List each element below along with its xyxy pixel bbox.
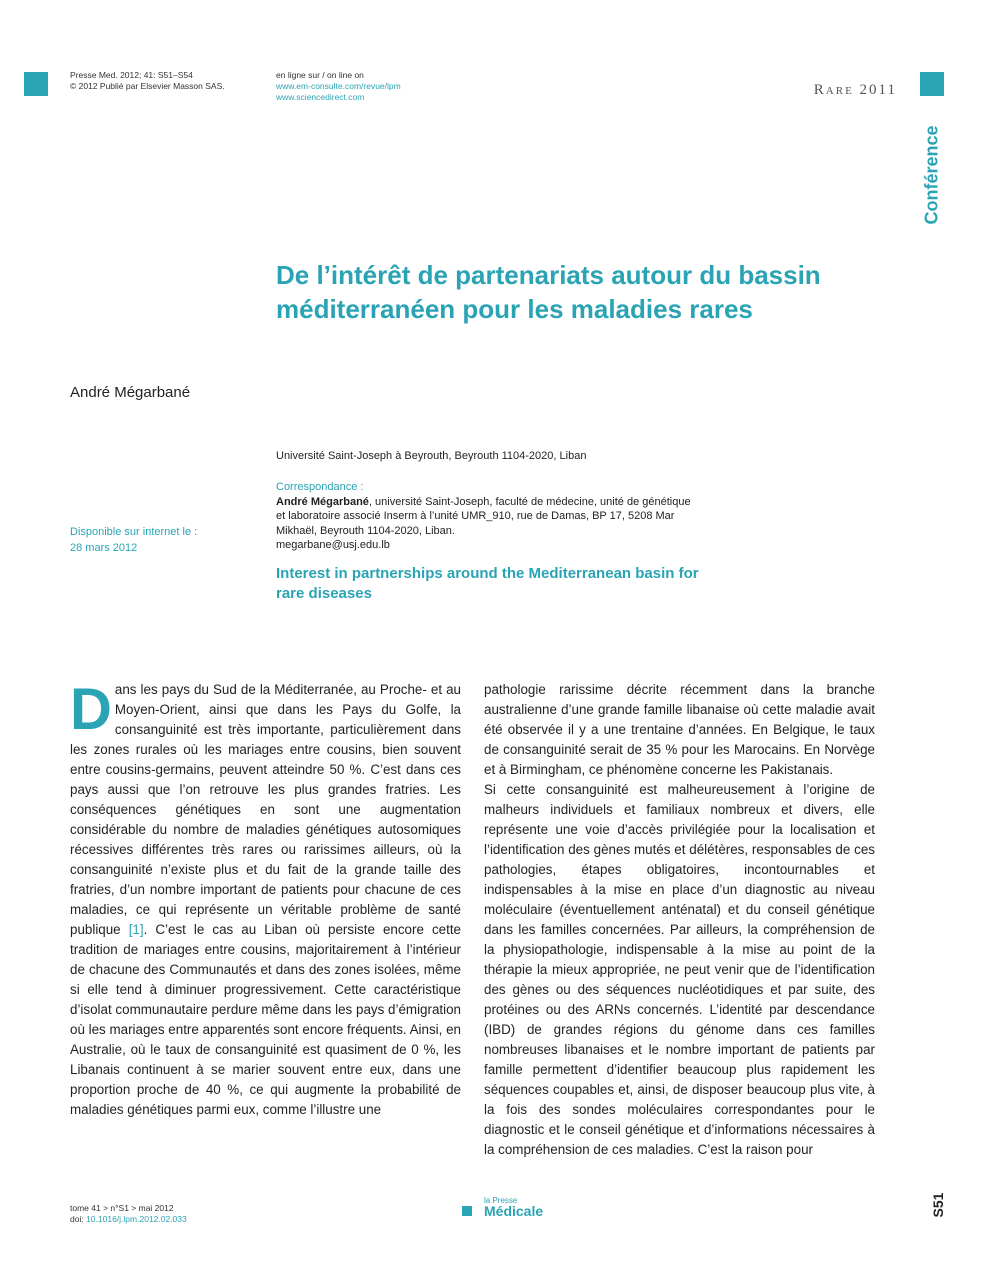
online-links: [276, 70, 401, 103]
journal-citation: [70, 70, 225, 92]
correspondence-address: , université Saint-Joseph, faculté de médecine, unité de génétique et laboratoire associé Inserm à l’unité UMR_910, rue de Damas, BP 17, 5208 Mar Mikhaël, Beyrouth 1104-2020, Liban.: [276, 495, 691, 537]
correspondence-label: Correspondance :: [276, 481, 364, 493]
section-text: Conférence: [921, 125, 942, 225]
online-label: en ligne sur / on line on: [276, 70, 364, 80]
logo-square-icon: [462, 1206, 472, 1216]
journal-line1: Presse Med. 2012; 41: S51–S54: [70, 70, 193, 80]
english-title: Interest in partnerships around the Mediterranean basin for rare diseases: [276, 565, 699, 602]
issue-line: tome 41 > n°S1 > mai 2012: [70, 1203, 174, 1213]
doi-line: [70, 1214, 187, 1225]
online-date: 28 mars 2012: [70, 542, 138, 554]
author-name: André Mégarbané: [70, 384, 191, 401]
footer-issue-info: [70, 1203, 187, 1225]
doi-link[interactable]: 10.1016/j.lpm.2012.02.033: [86, 1214, 187, 1224]
corner-square-right: [920, 72, 944, 96]
logo-small-text: la Presse: [484, 1196, 518, 1205]
page-number: [918, 1190, 958, 1220]
reference-link[interactable]: [1]: [128, 922, 144, 937]
paragraph: pathologie rarissime décrite récemment dans la branche australienne d’une grande famille libanaise où cette maladie avait été observée il y a une trentaine d’années. En Belgique, le taux de consanguinité serait de 35 % pour les Marocains. En Norvège et à Birmingham, ce phénomène concerne les Pakistanais.: [484, 682, 875, 777]
sciencedirect-link[interactable]: www.sciencedirect.com: [276, 92, 365, 102]
logo-big-text: Médicale: [484, 1203, 544, 1219]
online-availability: [70, 524, 197, 556]
journal-line2: © 2012 Publié par Elsevier Masson SAS.: [70, 81, 225, 91]
body-column-left: [70, 677, 462, 1120]
emconsulte-link[interactable]: www.em-consulte.com/revue/lpm: [276, 81, 401, 91]
paragraph: Si cette consanguinité est malheureusement à l’origine de malheurs individuels et familiaux nombreux et divers, elle représente une voie d’accès privilégiée pour la localisation et l’identification des gènes mutés et délétères, responsables de ces pathologies, étapes obligatoires, incontournables et indispensables à la mise en place d’un diagnostic au niveau moléculaire (éventuellement anténatal) et du conseil génétique dans les familles concernées. Par ailleurs, la compréhension de la physiopathologie, indispensable à la mise au point de la thérapie la mieux appropriée, ne peut venir que de l’identification des gènes ou des séquences nucléotidiques et par suite, des protéines ou des ARNs concernés. L’identité par descendance (IBD) de grandes régions du génome dans ces familles nombreuses libanaises et le nombre important de patients par famille permettent d’identifier beaucoup plus rapidement les séquences coupables et, ainsi, de disposer beaucoup plus vite, à la fois des sondes moléculaires correspondantes pour le diagnostic et le conseil génétique et d’informations nécessaires à la compréhension de ces maladies. C’est la raison pour: [484, 782, 875, 1157]
correspondence-name: André Mégarbané: [276, 495, 369, 508]
body-column-right: [484, 680, 875, 1160]
page-number-text: S51: [930, 1192, 946, 1218]
correspondence: [276, 480, 696, 553]
paragraph-text-end: . C’est le cas au Liban où persiste encore cette tradition de mariages entre cousins, majoritairement à l’intérieur de chacune des Communautés et dans des zones isolées, même si elle tend à diminuer progressivement. Cette caractéristique d’isolat communautaire perdure même dans les pays d’émigration où les mariages entre apparentés sont encore fréquents. Ainsi, en Australie, où le taux de consanguinité est quasiment de 0 %, les Libanais continuent à se marier souvent entre eux, dans une proportion proche de 40 %, ce qui augmente la probabilité de maladies génétiques parmi eux, comme l’illustre une: [70, 922, 462, 1117]
corner-square-left: [24, 72, 48, 96]
paragraph: [70, 677, 462, 1120]
paragraph-text-start: ans les pays du Sud de la Méditerranée, au Proche- et au Moyen-Orient, ainsi que dans les Pays du Golfe, la consanguinité est très importante, particulièrement dans les zones rurales où les mariages entre cousins, bien souvent entre cousins-germains, peuvent atteindre 50 %. C’est dans ces pays aussi que l’on retrouve les plus grandes fratries. Les conséquences génétiques en sont une augmentation considérable du nombre de maladies génétiques autosomiques récessives différentes très rares ou rarissimes ailleurs, où la consanguinité n’existe plus et du fait de la grande taille des fratries, d’un nombre important de patients pour chacune de ces maladies, ce qui représente un véritable problème de santé publique: [70, 682, 461, 937]
affiliation: Université Saint-Joseph à Beyrouth, Beyrouth 1104-2020, Liban: [276, 450, 587, 462]
doi-label: doi:: [70, 1214, 87, 1224]
drop-cap: D: [70, 677, 112, 742]
section-label: [912, 120, 952, 230]
online-available-label: Disponible sur internet le :: [70, 526, 198, 538]
article-title: De l’intérêt de partenariats autour du bassin méditerranéen pour les maladies rares: [276, 260, 821, 324]
series-label: Rare 2011: [813, 82, 897, 98]
correspondence-email[interactable]: megarbane@usj.edu.lb: [276, 539, 390, 551]
